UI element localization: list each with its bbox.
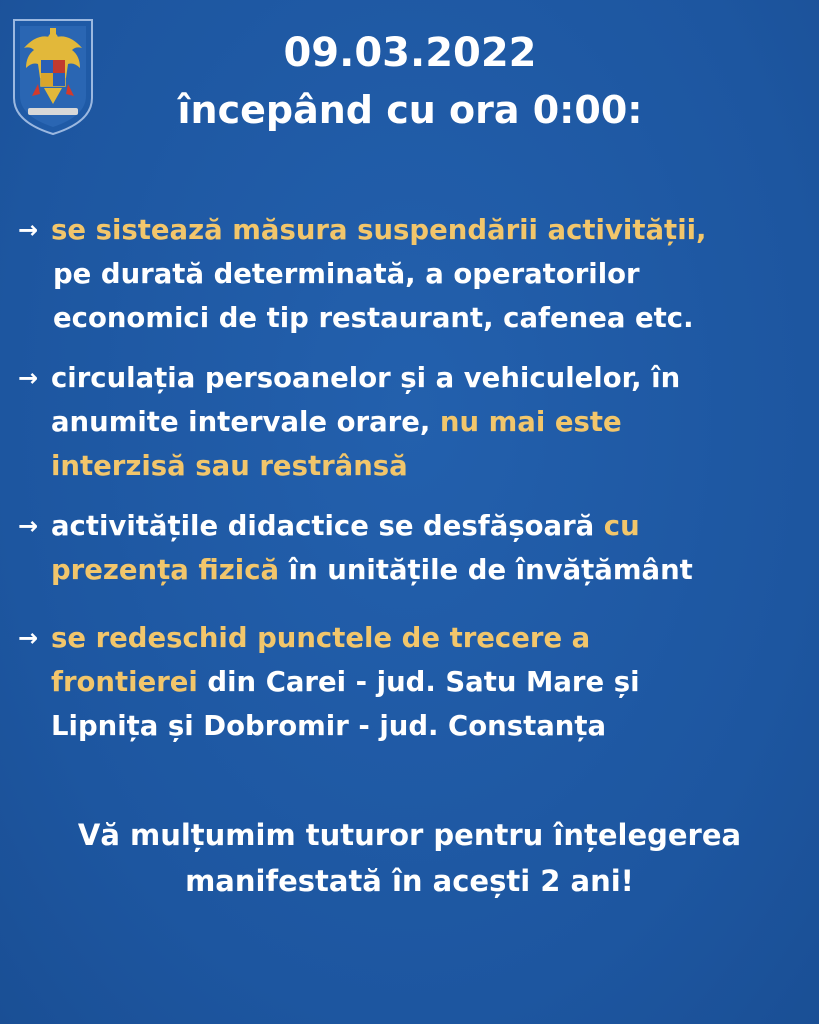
item-text: din Carei - jud. Satu Mare și (197, 666, 640, 698)
item-text: Lipnița și Dobromir - jud. Constanța (51, 710, 607, 742)
start-time-heading: începând cu ora 0:00: (177, 88, 643, 132)
item-text: economici de tip restaurant, cafenea etc. (53, 302, 694, 334)
thank-you-message (20, 812, 799, 904)
list-item (18, 616, 808, 748)
item-text: în unitățile de învățământ (279, 554, 693, 586)
arrow-right-icon: → (18, 216, 39, 244)
thank-you-line-2: manifestată în acești 2 ani! (185, 864, 634, 898)
item-text: pe durată determinată, a operatorilor (53, 258, 640, 290)
date-heading: 09.03.2022 (283, 30, 537, 76)
coat-of-arms-icon (10, 18, 96, 136)
item-text-highlight: interzisă sau restrânsă (51, 450, 408, 482)
item-text-highlight: se sistează măsura suspendării activității, (51, 214, 707, 246)
arrow-right-icon: → (18, 364, 39, 392)
item-text-highlight: frontierei (51, 666, 198, 698)
list-item (18, 504, 808, 592)
arrow-right-icon: → (18, 512, 39, 540)
list-item (18, 356, 808, 488)
thank-you-line-1: Vă mulțumim tuturor pentru înțelegerea (77, 818, 742, 852)
item-text-highlight: cu (603, 510, 640, 542)
item-text-highlight: prezența fizică (51, 554, 280, 586)
item-text-highlight: nu mai este (439, 406, 622, 438)
list-item (18, 208, 808, 340)
item-text: anumite intervale orare, (51, 406, 440, 438)
item-text-highlight: se redeschid punctele de trecere a (51, 622, 591, 654)
item-text: activitățile didactice se desfășoară (51, 510, 604, 542)
item-text: circulația persoanelor și a vehiculelor, în (51, 362, 681, 394)
arrow-right-icon: → (18, 624, 39, 652)
